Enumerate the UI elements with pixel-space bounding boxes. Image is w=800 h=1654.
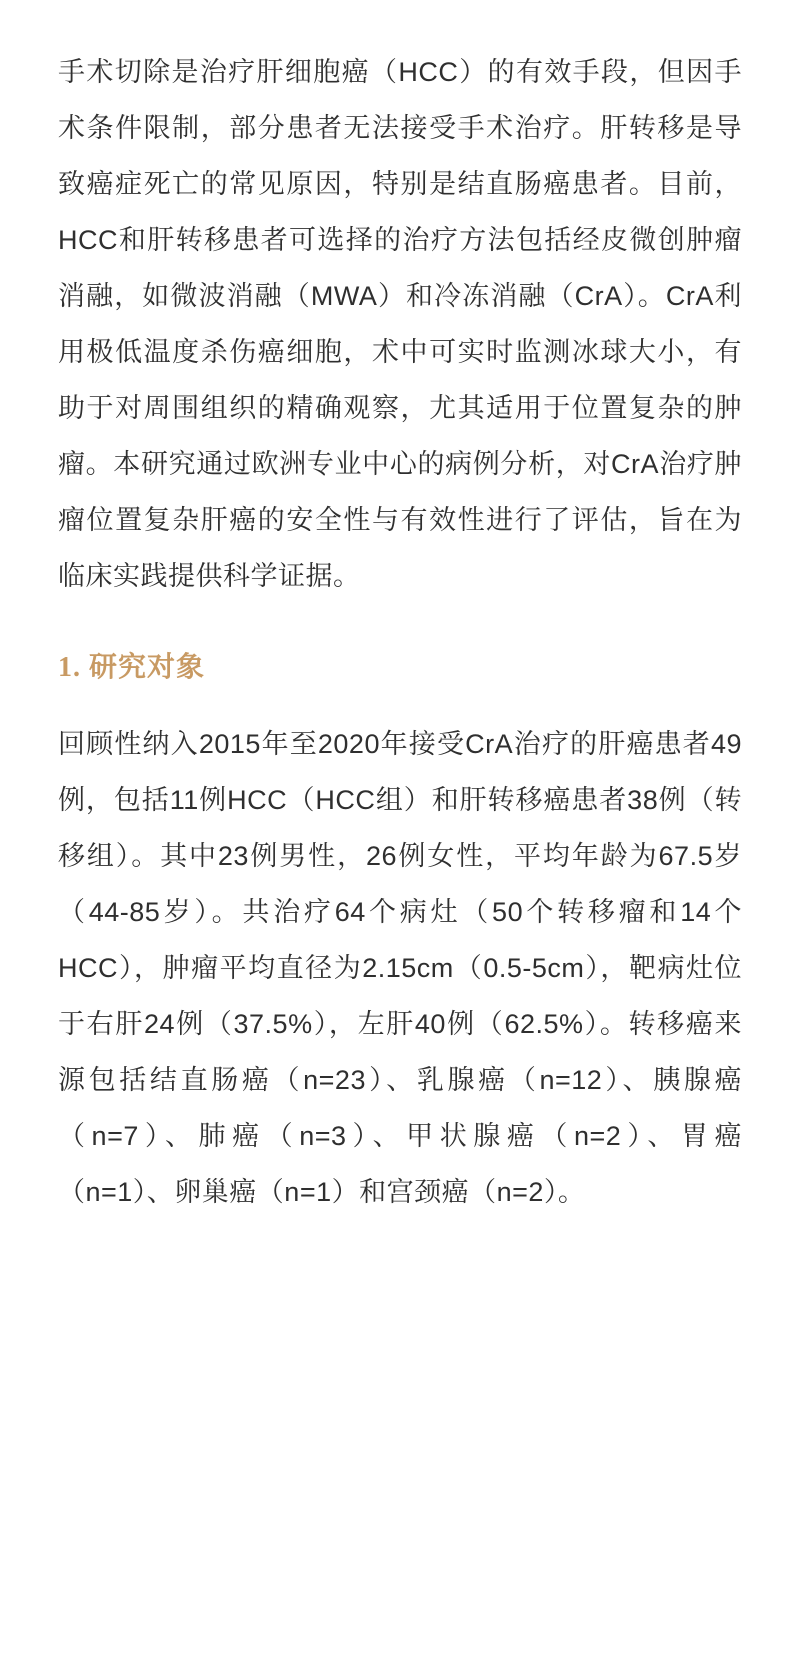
section-body-paragraph: 回顾性纳入2015年至2020年接受CrA治疗的肝癌患者49例，包括11例HCC（HCC组）和肝转移癌患者38例（转移组）。其中23例男性，26例女性，平均年龄为67.5岁（44-85岁）。共治疗64个病灶（50个转移瘤和14个HCC），肿瘤平均直径为2.15cm（0.5-5cm），靶病灶位于右肝24例（37.5%），左肝40例（62.5%）。转移癌来源包括结直肠癌（n=23）、乳腺癌（n=12）、胰腺癌（n=7）、肺癌（n=3）、甲状腺癌（n=2）、胃癌（n=1）、卵巢癌（n=1）和宫颈癌（n=2）。 [58, 729, 742, 1208]
section-heading: 1. 研究对象 [58, 652, 206, 683]
intro-paragraph: 手术切除是治疗肝细胞癌（HCC）的有效手段，但因手术条件限制，部分患者无法接受手术治疗。肝转移是导致癌症死亡的常见原因，特别是结直肠癌患者。目前，HCC和肝转移患者可选择的治疗方法包括经皮微创肿瘤消融，如微波消融（MWA）和冷冻消融（CrA）。CrA利用极低温度杀伤癌细胞，术中可实时监测冰球大小，有助于对周围组织的精确观察，尤其适用于位置复杂的肿瘤。本研究通过欧洲专业中心的病例分析，对CrA治疗肿瘤位置复杂肝癌的安全性与有效性进行了评估，旨在为临床实践提供科学证据。 [58, 57, 742, 591]
